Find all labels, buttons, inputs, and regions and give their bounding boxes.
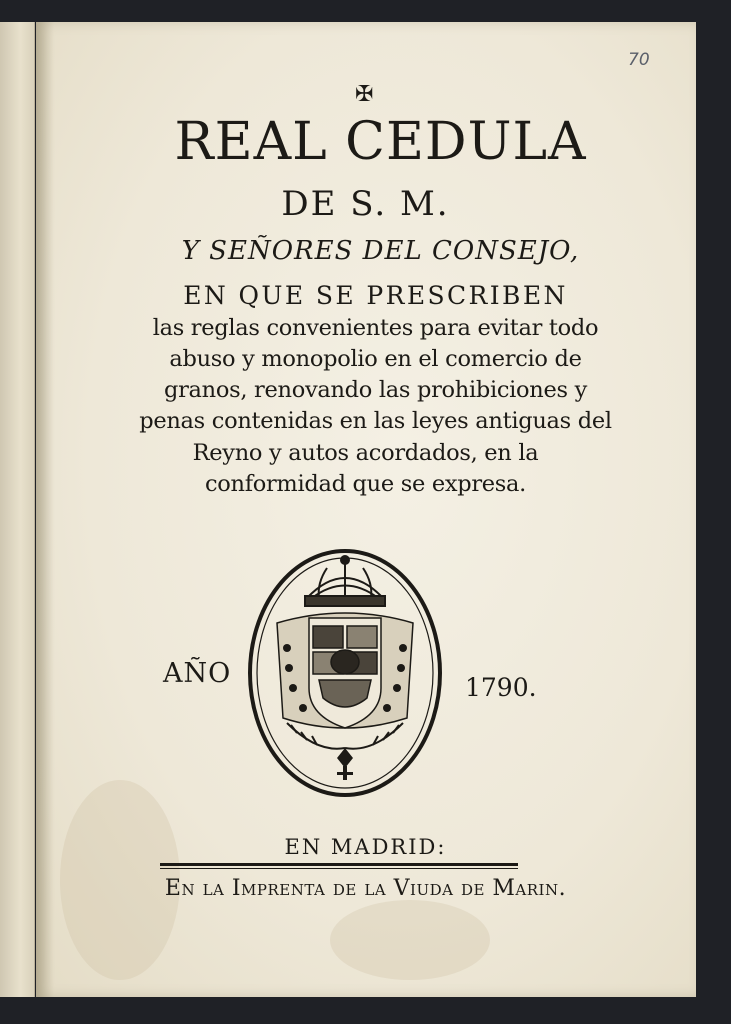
- divider-rule-thin: [160, 868, 518, 869]
- document-title: REAL CEDULA: [174, 112, 587, 172]
- description-line: granos, renovando las prohibiciones y: [163, 377, 588, 403]
- subtitle-line: DE S. M.: [281, 184, 450, 224]
- paper-stain: [330, 900, 490, 980]
- year-value: 1790.: [465, 673, 537, 702]
- description-line: conformidad que se expresa.: [204, 471, 527, 497]
- description-line: Reyno y autos acordados, en la: [192, 440, 539, 466]
- description-line: las reglas convenientes para evitar todo: [152, 315, 599, 341]
- place-of-publication: EN MADRID:: [284, 835, 447, 859]
- folio-number: 70: [628, 50, 650, 70]
- year-label: AÑO: [163, 658, 232, 689]
- printer-imprint: En la Imprenta de la Viuda de Marin.: [164, 876, 567, 901]
- subtitle-line-3: EN QUE SE PRESCRIBEN: [183, 281, 568, 310]
- subtitle-line-2: Y SEÑORES DEL CONSEJO,: [181, 236, 580, 266]
- description-line: abuso y monopolio en el comercio de: [169, 346, 582, 372]
- divider-rule: [160, 863, 518, 866]
- description-line: penas contenidas en las leyes antiguas del: [139, 408, 612, 434]
- cross-ornament-icon: ✠: [355, 82, 374, 107]
- coat-of-arms-icon: [247, 548, 443, 798]
